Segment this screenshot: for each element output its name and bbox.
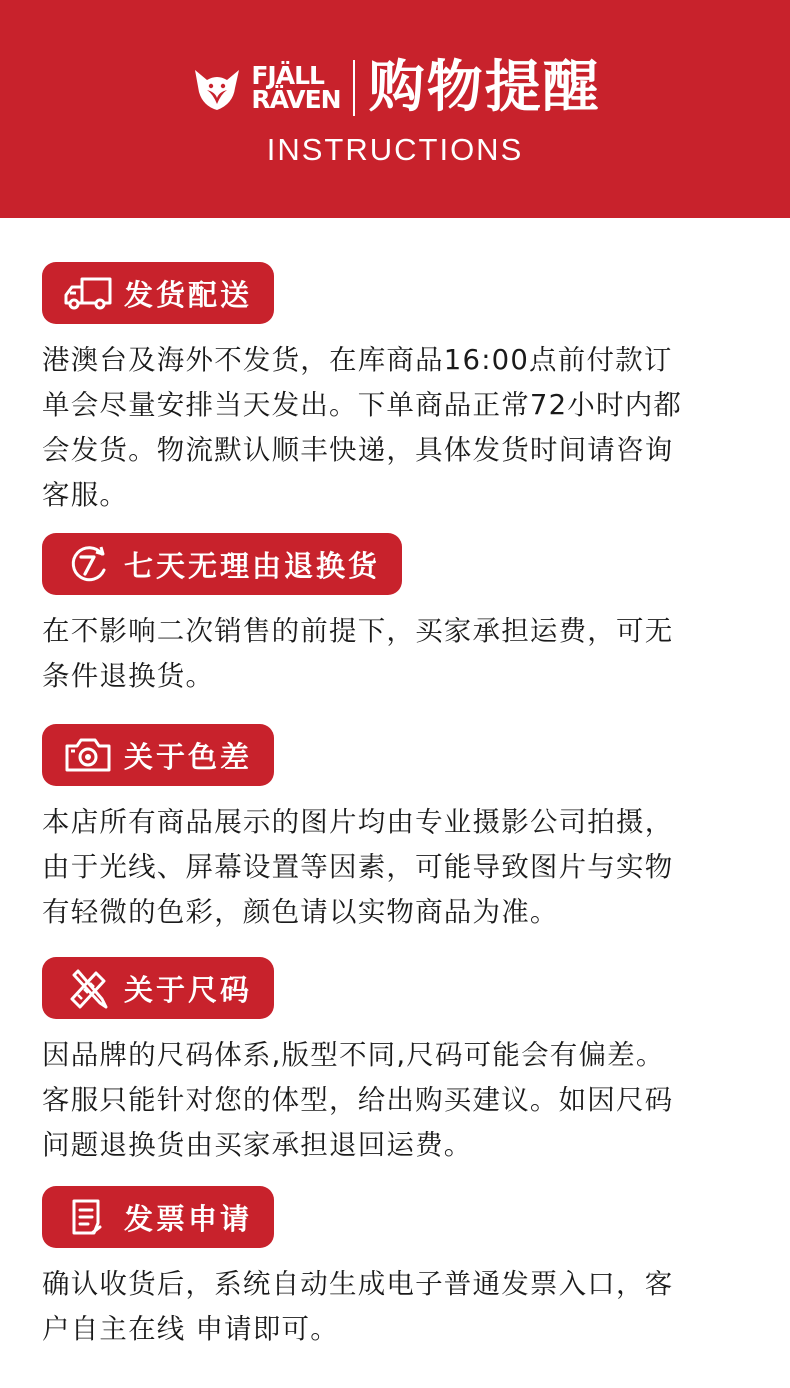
section-heading: [42, 957, 274, 1019]
header-banner: [0, 0, 790, 218]
section-heading: [42, 262, 274, 324]
section-text: 确认收货后，系统自动生成电子普通发票入口，客 户自主在线 申请即可。: [42, 1268, 674, 1345]
section-text: 在不影响二次销售的前提下，买家承担运费，可无 条件退换货。: [42, 615, 674, 692]
section-title: 发票申请: [124, 1201, 253, 1236]
section-heading: [42, 724, 274, 786]
section-invoice: [42, 1186, 748, 1352]
brand-line-1: FJÄLL: [251, 61, 324, 90]
brand-line-2: RÄVEN: [251, 85, 341, 114]
section-text: 因品牌的尺码体系,版型不同,尺码可能会有偏差。 客服只能针对您的体型，给出购买建议。如因尺码 问题退换货由买家承担退回运费。: [42, 1039, 674, 1161]
fox-logo-icon: [189, 60, 245, 116]
section-heading: [42, 1186, 274, 1248]
section-size: [42, 957, 748, 1168]
section-title: 七天无理由退换货: [124, 548, 381, 583]
truck-icon: [62, 273, 114, 313]
section-heading: [42, 533, 402, 595]
section-shipping: [42, 262, 748, 518]
section-text: 港澳台及海外不发货，在库商品16:00点前付款订 单会尽量安排当天发出。下单商品正常72小时内都 会发货。物流默认顺丰快递，具体发货时间请咨询 客服。: [42, 344, 683, 511]
invoice-icon: [62, 1197, 114, 1237]
camera-icon: [62, 735, 114, 775]
page-subtitle: INSTRUCTIONS: [266, 132, 524, 167]
brand-wordmark: [251, 61, 341, 114]
section-text: 本店所有商品展示的图片均由专业摄影公司拍摄， 由于光线、屏幕设置等因素，可能导致图片与实物 有轻微的色彩，颜色请以实物商品为准。: [42, 806, 674, 928]
section-returns: [42, 533, 748, 699]
page-title: 购物提醒: [368, 55, 601, 120]
return-7-days-icon: [62, 544, 114, 584]
pencil-ruler-icon: [62, 968, 114, 1008]
brand-row: [0, 52, 790, 124]
section-title: 关于尺码: [124, 972, 253, 1007]
header-divider: [353, 60, 355, 116]
section-title: 发货配送: [124, 277, 253, 312]
section-color-difference: [42, 724, 748, 935]
section-title: 关于色差: [124, 739, 253, 774]
